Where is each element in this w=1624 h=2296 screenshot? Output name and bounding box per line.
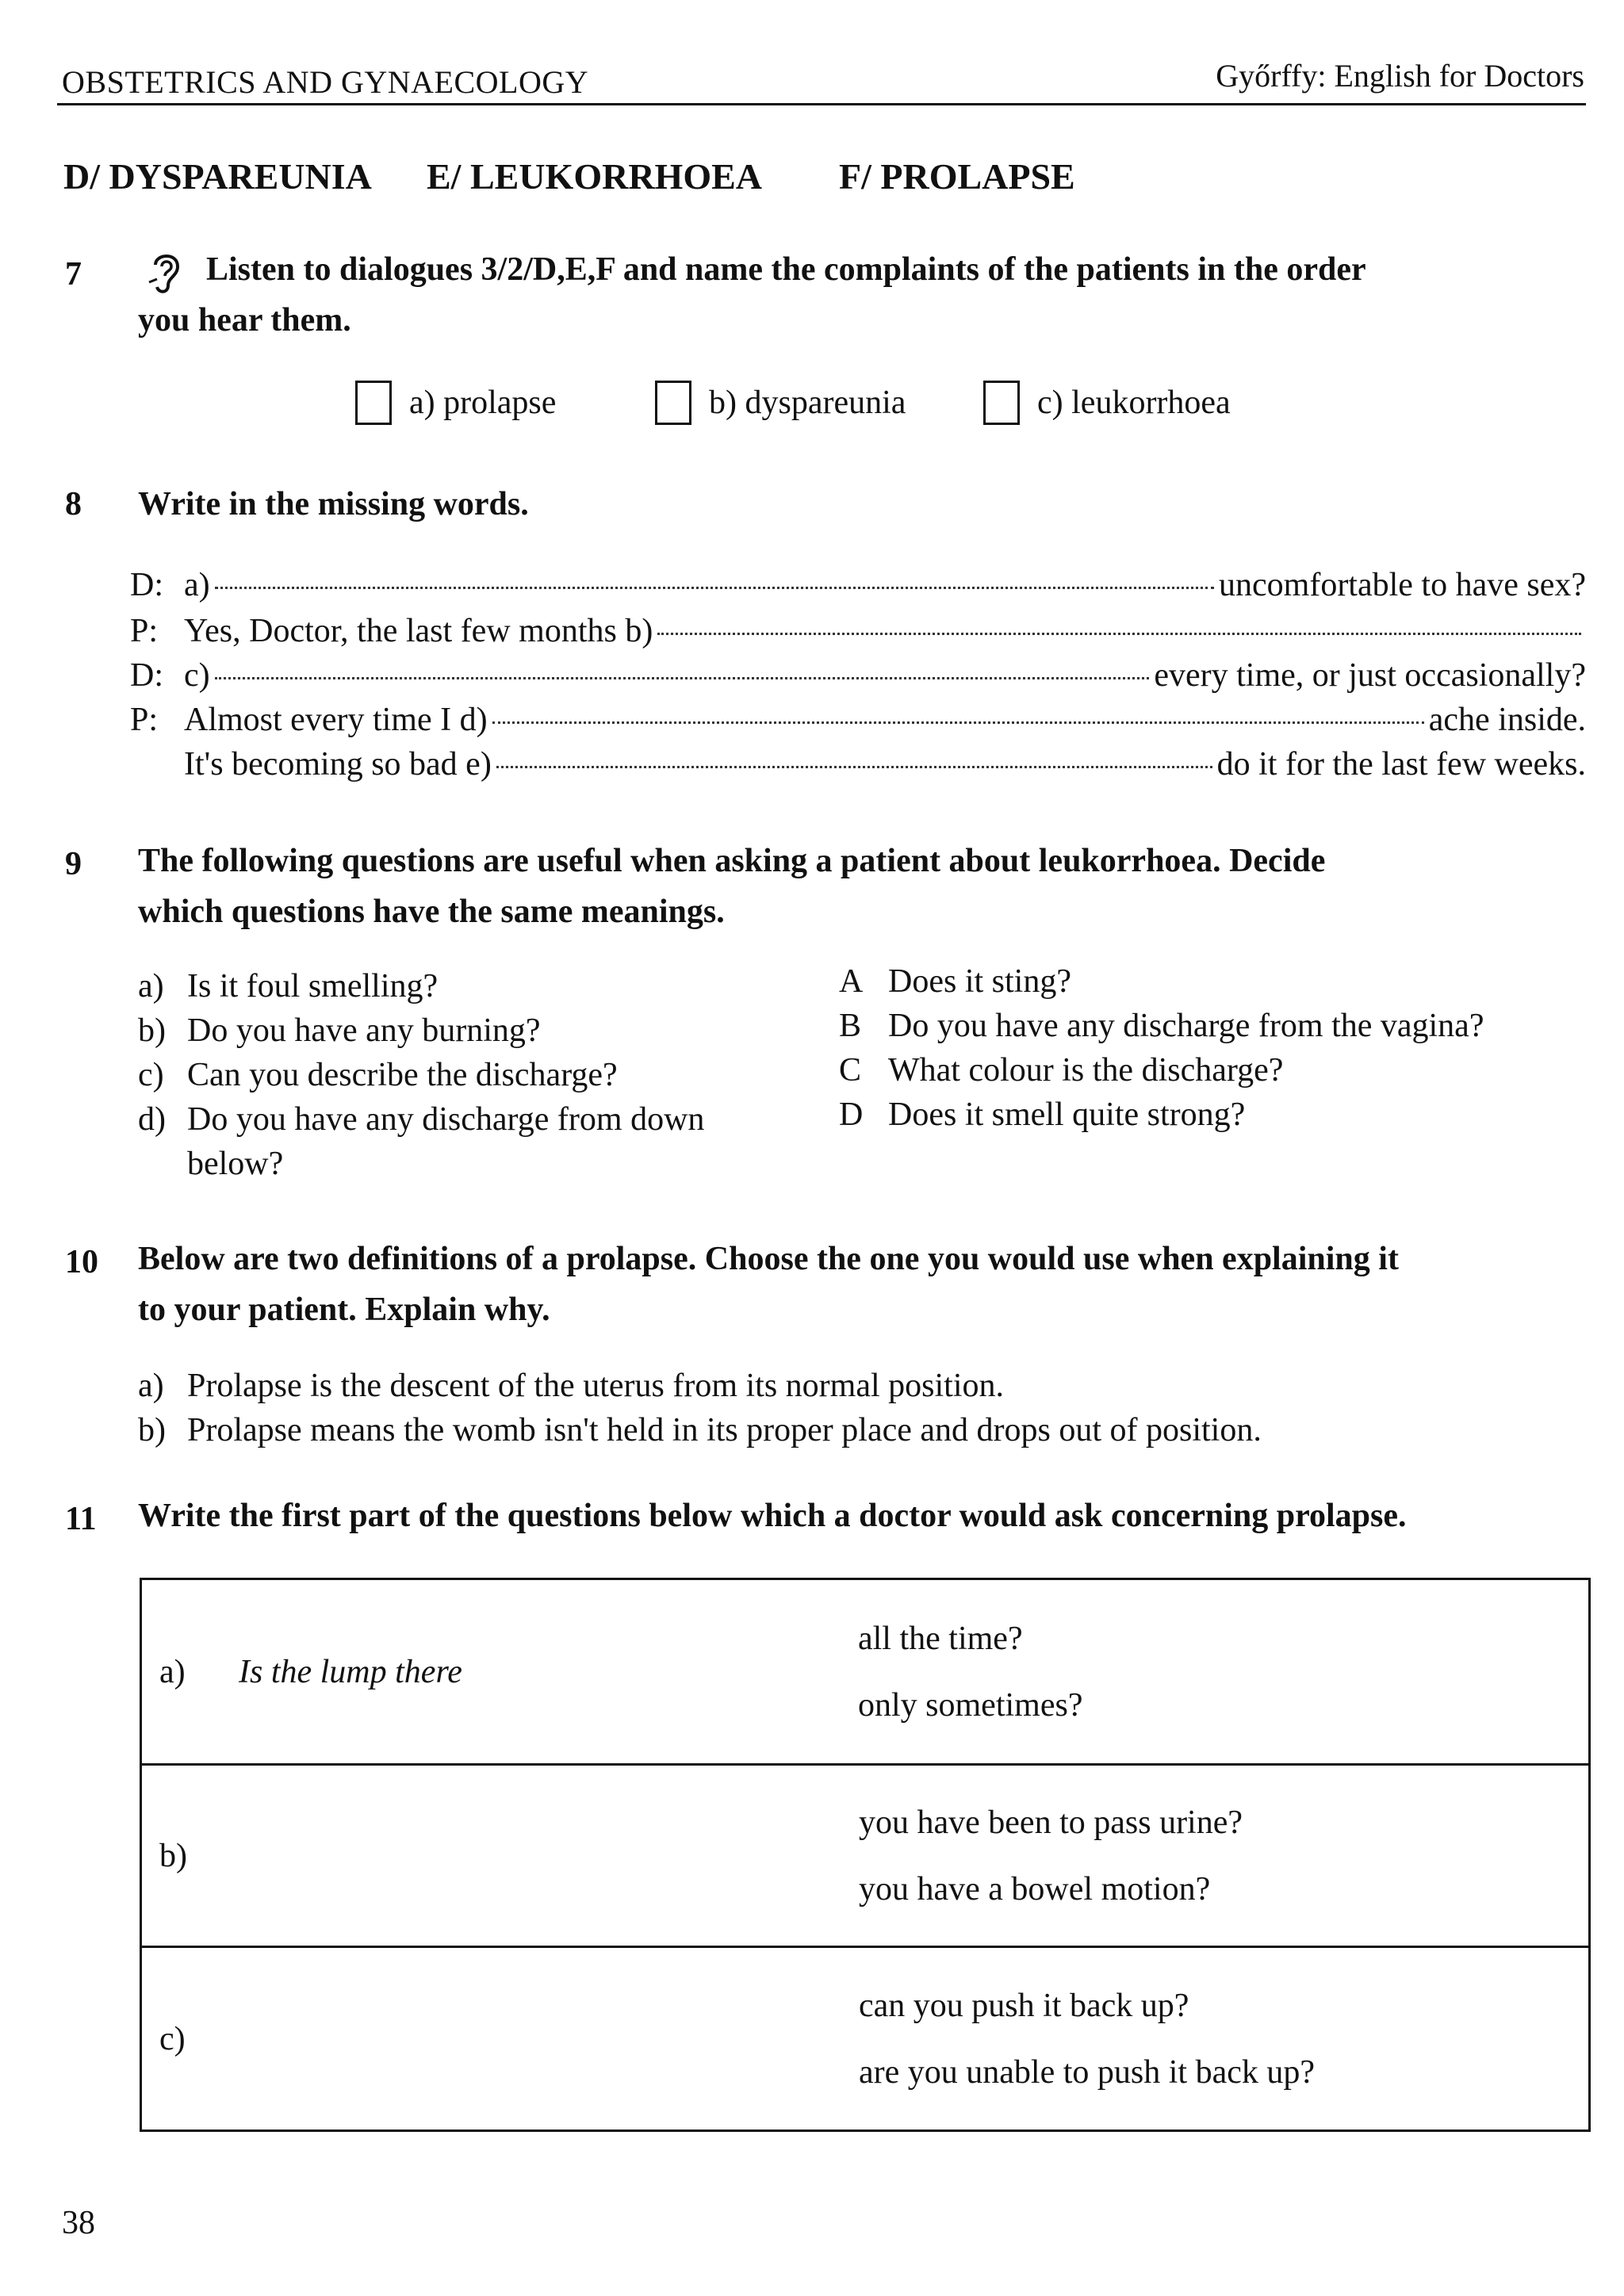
list-item	[138, 1097, 704, 1142]
dialogue-line	[130, 566, 1586, 610]
row-endings-cell	[858, 1579, 1590, 1765]
line-end: uncomfortable to have sex?	[1219, 567, 1586, 603]
ex10-instruction-line2: to your patient. Explain why.	[138, 1292, 550, 1328]
checkbox[interactable]	[355, 381, 392, 425]
dialogue-line	[130, 701, 1586, 745]
item-label: a)	[138, 968, 164, 1004]
header-rule	[57, 103, 1586, 105]
item-label: d)	[138, 1101, 166, 1138]
item-text: Prolapse means the womb isn't held in its proper place and drops out of position.	[187, 1412, 1262, 1448]
item-text: Prolapse is the descent of the uterus from its normal position.	[187, 1368, 1004, 1404]
row-label: c)	[159, 2020, 186, 2057]
item-text: Do you have any discharge from the vagina?	[888, 1008, 1484, 1044]
exercise-number-8: 8	[65, 486, 82, 522]
checkbox[interactable]	[983, 381, 1020, 425]
ex7-instruction-line2: you hear them.	[138, 302, 351, 339]
row-endings-cell	[858, 1765, 1590, 1947]
ex7-option-b-label: b) dyspareunia	[709, 385, 906, 421]
dialogue-line	[130, 612, 1586, 656]
line-end: ache inside.	[1428, 702, 1586, 738]
list-item	[138, 1053, 704, 1097]
ex9-instruction-line2: which questions have the same meanings.	[138, 894, 725, 930]
ex7-option-b[interactable]	[655, 381, 906, 425]
table-row	[141, 1765, 1590, 1947]
exercise-number-10: 10	[65, 1244, 98, 1280]
item-label: c)	[138, 1057, 164, 1093]
ending-2: you have a bowel motion?	[859, 1870, 1211, 1908]
item-label: B	[839, 1008, 862, 1044]
ex7-option-c-label: c) leukorrhoea	[1037, 385, 1231, 421]
ex10-list	[138, 1364, 1262, 1452]
answer-blank-c[interactable]	[215, 677, 1150, 679]
line-end: every time, or just occasionally?	[1154, 657, 1586, 694]
line-start: c)	[184, 657, 210, 694]
dialogue-line	[130, 656, 1586, 701]
running-header-left: OBSTETRICS AND GYNAECOLOGY	[62, 64, 589, 100]
answer-blank-d[interactable]	[492, 721, 1424, 724]
table-row	[141, 1579, 1590, 1765]
answer-blank-a[interactable]	[215, 587, 1214, 589]
exercise-number-9: 9	[65, 846, 82, 882]
list-item-continuation	[138, 1142, 704, 1186]
section-title-dyspareunia: D/ DYSPAREUNIA	[63, 156, 372, 197]
page-number: 38	[62, 2205, 95, 2241]
list-item	[138, 1008, 704, 1053]
ex7-option-a[interactable]	[355, 381, 556, 425]
item-text: Does it smell quite strong?	[888, 1096, 1246, 1133]
list-item	[138, 964, 704, 1008]
line-start: Yes, Doctor, the last few months b)	[184, 613, 653, 649]
item-text: Do you have any discharge from down	[187, 1101, 705, 1138]
ex9-instruction	[138, 836, 1586, 937]
ending-2: only sometimes?	[858, 1686, 1083, 1724]
item-text: What colour is the discharge?	[888, 1052, 1284, 1089]
checkbox[interactable]	[655, 381, 691, 425]
item-label: b)	[138, 1012, 166, 1049]
row-label: a)	[159, 1653, 186, 1690]
row-prompt-cell[interactable]	[141, 1579, 859, 1765]
list-item	[839, 1048, 1484, 1093]
ending-1: you have been to pass urine?	[859, 1804, 1243, 1841]
ex10-instruction	[138, 1234, 1586, 1335]
section-title-leukorrhoea: E/ LEUKORRHOEA	[427, 156, 763, 197]
ex7-instruction	[138, 244, 1586, 346]
row-endings-cell	[858, 1947, 1590, 2131]
row-label: b)	[159, 1837, 187, 1874]
answer-blank-e[interactable]	[496, 766, 1212, 768]
line-end: do it for the last few weeks.	[1216, 746, 1586, 783]
exercise-number-7: 7	[65, 256, 82, 293]
ending-1: all the time?	[858, 1620, 1023, 1657]
row-prompt: Is the lump there	[239, 1653, 462, 1690]
item-text: Is it foul smelling?	[187, 968, 439, 1004]
speaker: D:	[130, 657, 163, 694]
line-start: a)	[184, 567, 210, 603]
item-text: Do you have any burning?	[187, 1012, 541, 1049]
list-item	[839, 959, 1484, 1004]
item-label: b)	[138, 1412, 166, 1448]
ending-2: are you unable to push it back up?	[859, 2053, 1315, 2091]
exercise-number-11: 11	[65, 1501, 97, 1537]
row-prompt-cell[interactable]	[141, 1947, 859, 2131]
list-item	[839, 1004, 1484, 1048]
ex9-left-list	[138, 964, 704, 1186]
line-start: Almost every time I d)	[184, 702, 488, 738]
dialogue-line	[130, 745, 1586, 790]
ex8-instruction: Write in the missing words.	[138, 486, 529, 522]
item-text: Does it sting?	[888, 963, 1071, 1000]
section-title-prolapse: F/ PROLAPSE	[839, 156, 1075, 197]
item-text: below?	[187, 1146, 284, 1182]
ex7-option-c[interactable]	[983, 381, 1231, 425]
ex11-instruction: Write the first part of the questions below which a doctor would ask concerning prolapse.	[138, 1498, 1407, 1534]
item-text: Can you describe the discharge?	[187, 1057, 618, 1093]
item-label: A	[839, 963, 864, 1000]
answer-blank-b[interactable]	[657, 633, 1581, 635]
item-label: C	[839, 1052, 862, 1089]
ex7-instruction-line1: Listen to dialogues 3/2/D,E,F and name the complaints of the patients in the order	[206, 251, 1366, 288]
row-prompt-cell[interactable]	[141, 1765, 859, 1947]
ex7-option-a-label: a) prolapse	[409, 385, 557, 421]
ex9-right-list	[839, 959, 1484, 1137]
table-row	[141, 1947, 1590, 2131]
ex10-instruction-line1: Below are two definitions of a prolapse. Choose the one you would use when explaining it	[138, 1241, 1399, 1277]
ending-1: can you push it back up?	[859, 1987, 1189, 2024]
item-label: D	[839, 1096, 864, 1133]
speaker: P:	[130, 613, 159, 649]
list-item	[138, 1364, 1262, 1408]
list-item	[138, 1408, 1262, 1452]
speaker: D:	[130, 567, 163, 603]
line-start: It's becoming so bad e)	[184, 746, 492, 783]
item-label: a)	[138, 1368, 164, 1404]
ex9-instruction-line1: The following questions are useful when asking a patient about leukorrhoea. Decide	[138, 843, 1326, 879]
running-header-right: Győrffy: English for Doctors	[1216, 58, 1584, 94]
speaker: P:	[130, 702, 159, 738]
list-item	[839, 1093, 1484, 1137]
prolapse-questions-table	[140, 1578, 1591, 2132]
